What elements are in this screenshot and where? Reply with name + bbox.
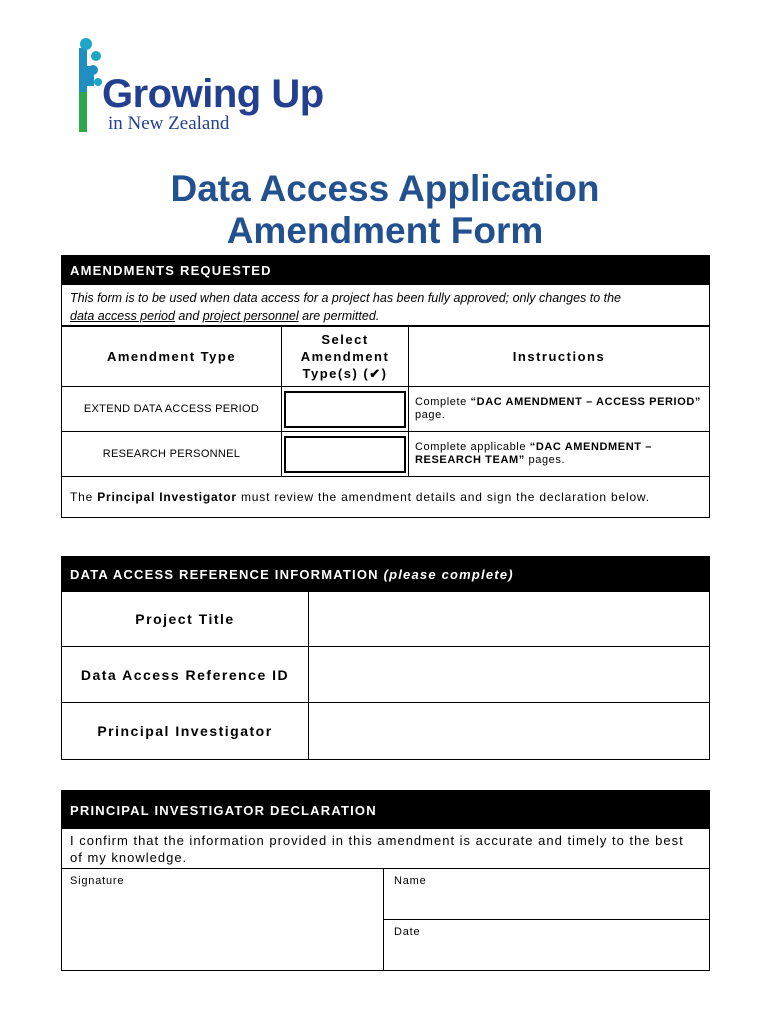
- intro-link-access-period: data access period: [70, 309, 175, 323]
- logo-text-growing-up: Growing Up: [102, 72, 324, 116]
- amendments-intro: [62, 285, 709, 326]
- title-line-2: Amendment Form: [226, 210, 544, 251]
- confirm-statement: I confirm that the information provided in this amendment is accurate and timely to the best of my knowledge.: [62, 829, 709, 869]
- project-title-field[interactable]: [309, 592, 710, 647]
- table-row: [62, 703, 709, 759]
- date-label: Date: [394, 926, 421, 938]
- amendment-table: [62, 326, 709, 477]
- instr-post: page.: [415, 409, 446, 421]
- note-bold: Principal Investigator: [97, 490, 237, 504]
- signature-grid: [62, 869, 709, 970]
- pi-review-note: [62, 477, 709, 517]
- col-select-type: [282, 327, 409, 387]
- amendments-header: AMENDMENTS REQUESTED: [62, 256, 709, 285]
- instructions-extend: [409, 387, 710, 432]
- declaration-header: PRINCIPAL INVESTIGATOR DECLARATION: [62, 791, 709, 829]
- select-checkbox-extend[interactable]: [284, 391, 406, 428]
- name-label: Name: [394, 875, 427, 887]
- table-row: [62, 387, 709, 432]
- date-field[interactable]: [384, 920, 709, 970]
- reference-header-text: DATA ACCESS REFERENCE INFORMATION: [70, 566, 379, 582]
- amendment-type-extend: EXTEND DATA ACCESS PERIOD: [62, 387, 282, 432]
- instr-bold: “DAC AMENDMENT – ACCESS PERIOD”: [470, 396, 702, 408]
- logo-text-new-zealand: in New Zealand: [108, 113, 230, 134]
- principal-investigator-field[interactable]: [309, 703, 710, 759]
- select-checkbox-personnel[interactable]: [284, 436, 406, 473]
- signature-label: Signature: [70, 875, 125, 887]
- declaration-section: [61, 790, 710, 971]
- page-title: [0, 168, 770, 252]
- reference-header-italic: (please complete): [383, 566, 514, 582]
- name-date-column: [384, 869, 709, 970]
- col-select-line1: Select: [321, 332, 369, 347]
- growing-up-logo: [76, 36, 376, 136]
- project-title-label: Project Title: [62, 592, 309, 647]
- table-row: [62, 432, 709, 477]
- reference-id-label: Data Access Reference ID: [62, 647, 309, 703]
- note-pre: The: [70, 490, 98, 504]
- reference-section: [61, 556, 710, 760]
- intro-text: This form is to be used when data access for a project has been fully approved; only changes to the: [70, 291, 622, 305]
- select-cell-extend: [282, 387, 409, 432]
- table-row: [62, 647, 709, 703]
- table-row: [62, 592, 709, 647]
- col-amendment-type: Amendment Type: [62, 327, 282, 387]
- principal-investigator-label: Principal Investigator: [62, 703, 309, 759]
- amendment-table-header-row: [62, 327, 709, 387]
- amendments-section: [61, 255, 710, 518]
- intro-mid: and: [174, 309, 203, 323]
- instr-post: pages.: [524, 454, 566, 466]
- instr-pre: Complete: [415, 396, 471, 408]
- col-instructions: Instructions: [409, 327, 710, 387]
- instr-bold: “DAC AMENDMENT – RESEARCH TEAM”: [415, 441, 652, 466]
- intro-post: are permitted.: [298, 309, 380, 323]
- col-select-line3: Type(s) (✔): [302, 366, 388, 381]
- instr-pre: Complete applicable: [415, 441, 530, 453]
- col-select-line2: Amendment: [300, 349, 390, 364]
- amendment-type-personnel: RESEARCH PERSONNEL: [62, 432, 282, 477]
- reference-header: [62, 557, 709, 591]
- reference-table: [62, 591, 709, 759]
- select-cell-personnel: [282, 432, 409, 477]
- instructions-personnel: [409, 432, 710, 477]
- title-line-1: Data Access Application: [170, 168, 600, 209]
- note-post: must review the amendment details and sign the declaration below.: [236, 490, 650, 504]
- name-field[interactable]: [384, 869, 709, 920]
- reference-id-field[interactable]: [309, 647, 710, 703]
- signature-field[interactable]: [62, 869, 384, 970]
- intro-link-personnel: project personnel: [202, 309, 299, 323]
